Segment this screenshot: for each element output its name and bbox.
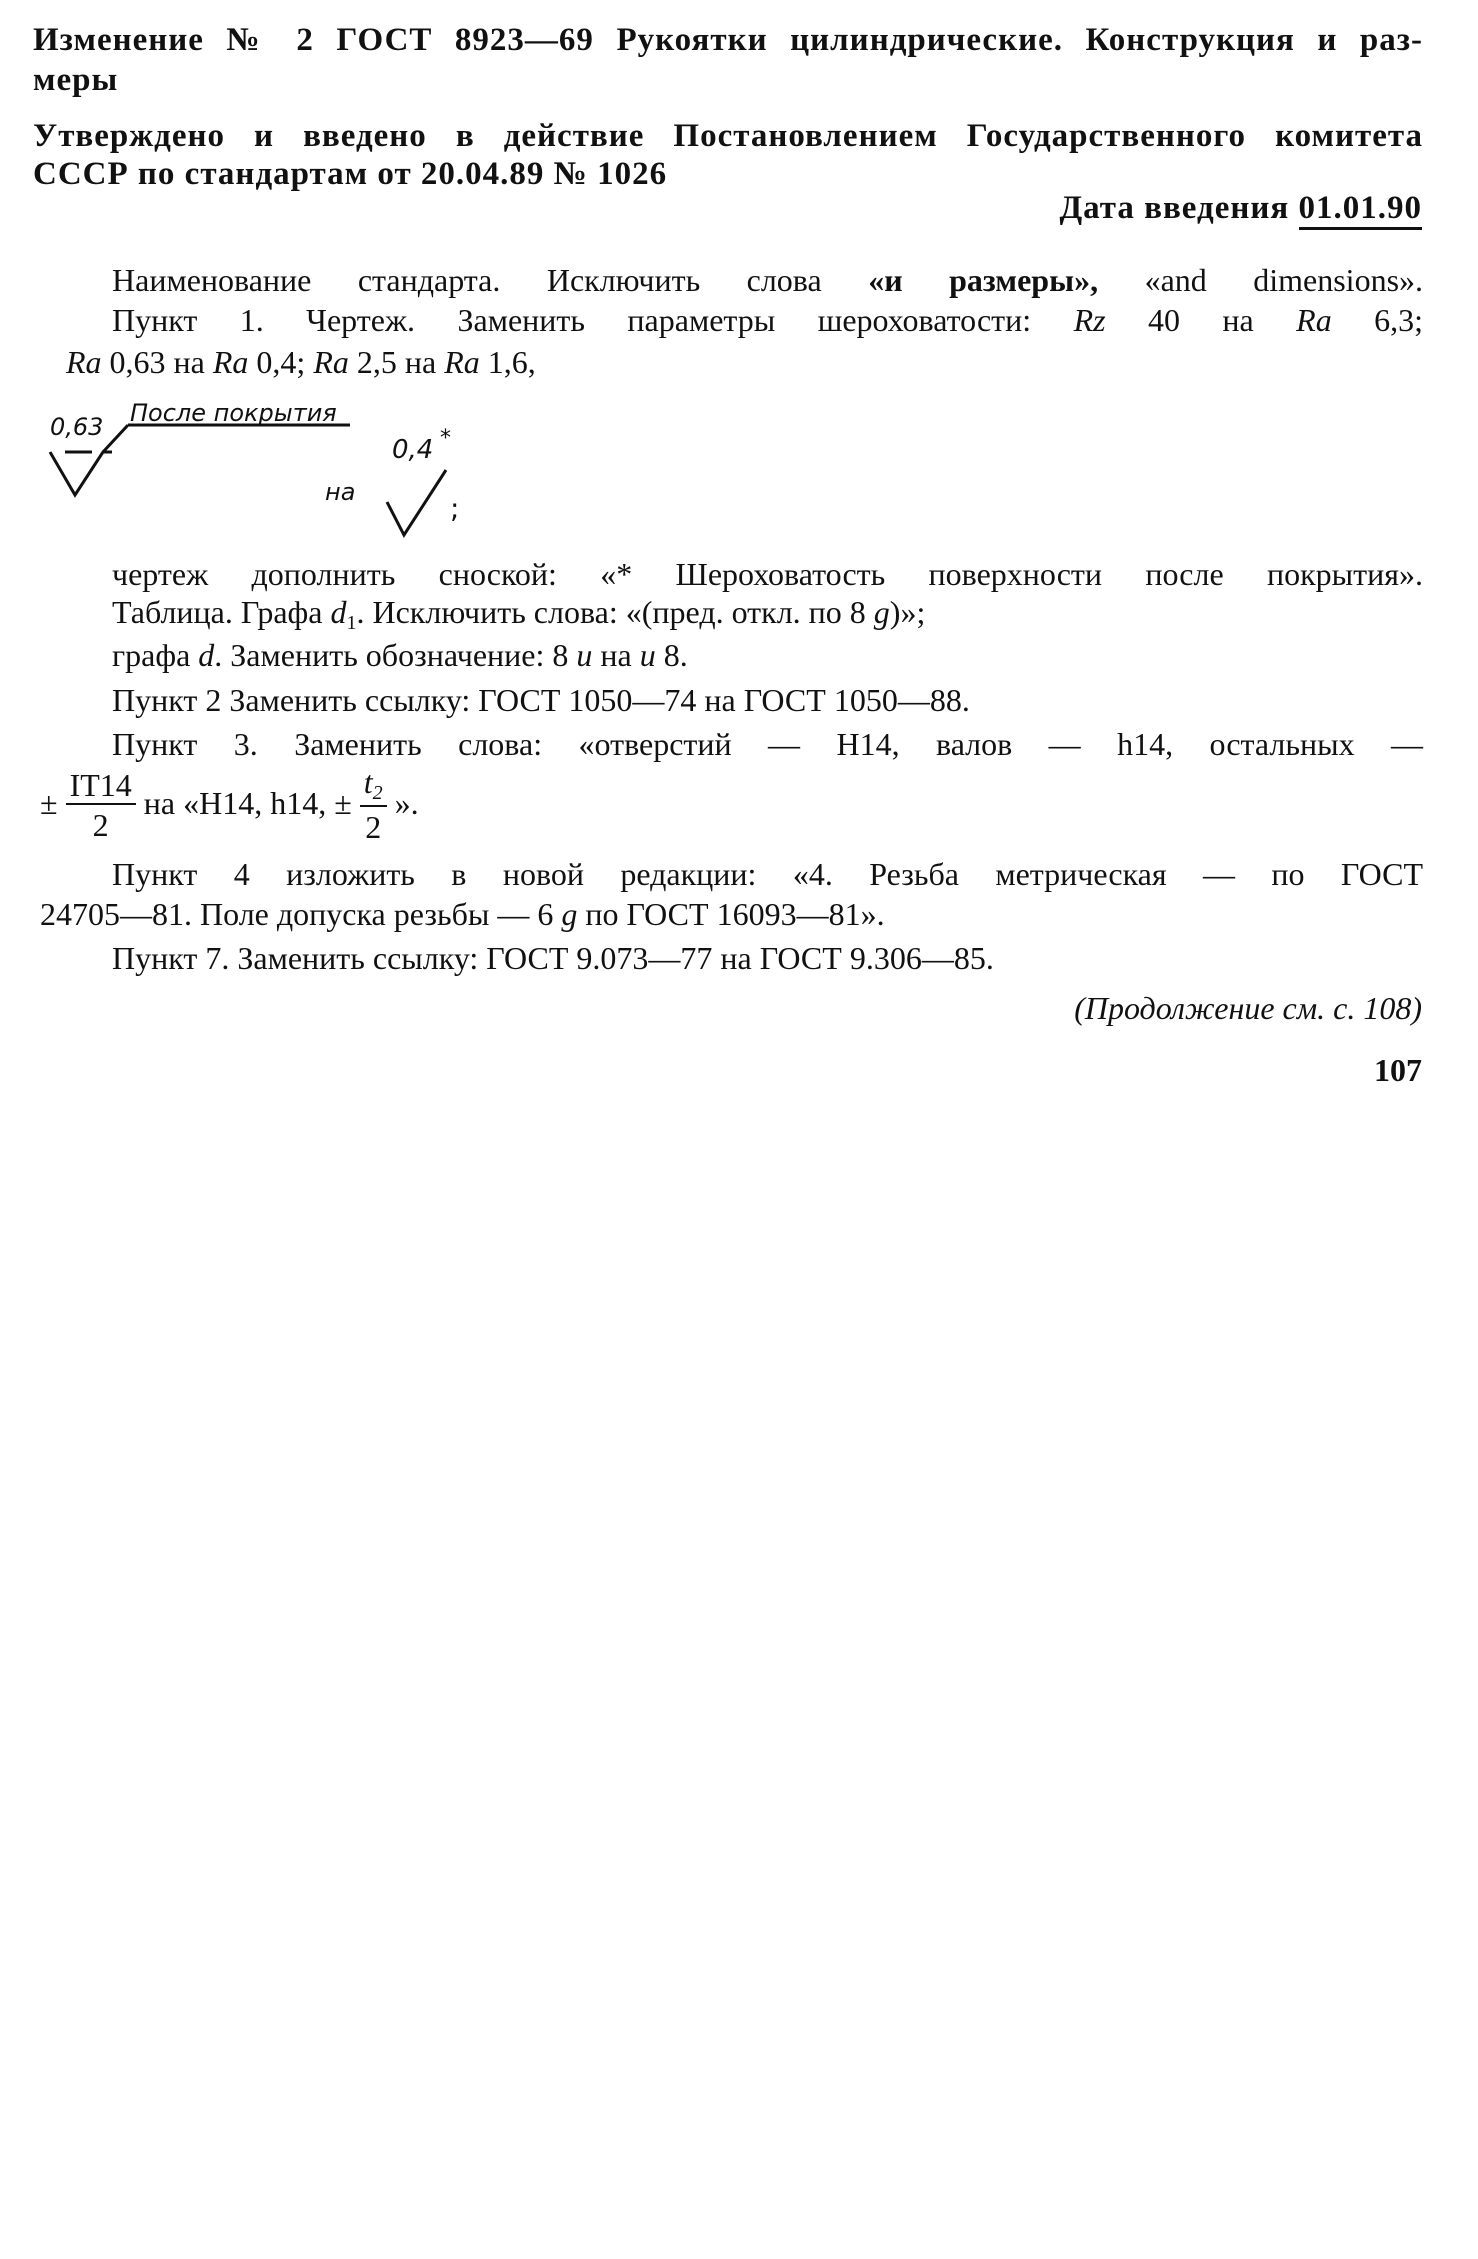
title-line-2: меры <box>33 62 119 98</box>
p3-d: 0,4; <box>248 344 314 380</box>
fig-right-semicolon: ; <box>450 492 460 525</box>
fig-left-value: 0,63 <box>50 413 104 441</box>
p11-end: по ГОСТ 16093—81». <box>577 896 885 932</box>
p6-u1: u <box>576 637 593 673</box>
paragraph-table <box>112 594 925 635</box>
p3-f: 2,5 на <box>348 344 445 380</box>
fraction-t2-num <box>360 766 387 807</box>
p5-g: g <box>873 594 890 630</box>
p2-start: Пункт 1. Чертеж. Заменить параметры шероховатости: <box>112 302 1074 338</box>
p9-mid: на «Н14, h14, ± <box>135 784 360 821</box>
p2-mid: 40 на <box>1105 302 1297 338</box>
paragraph-footnote: чертеж дополнить сноской: «* Шероховатость поверхности после покрытия». <box>112 556 1423 592</box>
p3-e: Ra <box>313 344 349 380</box>
roughness-symbol-left-stem <box>103 425 128 452</box>
p5-sub: 1 <box>346 612 357 634</box>
p5-end: . Исключить слова: «(пред. откл. по 8 <box>356 594 874 630</box>
paragraph-item-3-formula <box>40 764 419 845</box>
fig-joiner: на <box>325 478 356 506</box>
p5-start: Таблица. Графа <box>112 594 331 630</box>
paragraph-item-1 <box>112 302 1423 339</box>
p1-text: Наименование стандарта. Исключить слова <box>112 262 869 298</box>
fraction-it14-den: 2 <box>92 806 109 843</box>
introduction-date <box>1059 190 1422 227</box>
fig-right-value: 0,4 <box>392 435 434 465</box>
p5-d: d <box>330 594 347 630</box>
p6-mid: . Заменить обозначение: 8 <box>214 637 577 673</box>
p3-h: 1,6, <box>479 344 536 380</box>
paragraph-item-3: Пункт 3. Заменить слова: «отверстий — Н14, валов — h14, остальных — <box>112 726 1423 762</box>
date-label: Дата введения <box>1059 190 1290 226</box>
p2-end: 6,3; <box>1331 302 1424 338</box>
continued-note: (Продолжение см. с. 108) <box>1074 990 1422 1026</box>
paragraph-item-4: Пункт 4 изложить в новой редакции: «4. Резьба метрическая — по ГОСТ <box>112 856 1423 892</box>
paragraph-column-d <box>112 637 688 674</box>
paragraph-item-4-cont <box>40 896 885 933</box>
approved-line-1: Утверждено и введено в действие Постановлением Государственного комитета <box>33 118 1423 154</box>
fraction-t2-t: t <box>363 764 373 800</box>
p11-start: 24705—81. Поле допуска резьбы — 6 <box>40 896 562 932</box>
p6-d: d <box>198 637 215 673</box>
p5-close: )»; <box>889 594 926 630</box>
p1-bold: «и размеры», <box>868 262 1099 298</box>
fraction-it14 <box>66 766 136 843</box>
paragraph-item-1-cont <box>66 344 536 381</box>
fraction-t2-sub: 2 <box>372 782 383 804</box>
page-number: 107 <box>1374 1052 1422 1088</box>
p9-end: ». <box>386 784 419 821</box>
fig-right-star: * <box>440 426 451 451</box>
p6-u2: u <box>639 637 656 673</box>
p6-end: 8. <box>655 637 688 673</box>
date-value: 01.01.90 <box>1299 190 1423 230</box>
p9-plusminus: ± <box>40 784 58 821</box>
p11-g: g <box>561 896 578 932</box>
fraction-it14-num: IT14 <box>66 769 136 805</box>
fig-left-caption: После покрытия <box>130 399 337 427</box>
fraction-t2 <box>360 766 387 843</box>
roughness-symbol-left <box>50 452 112 495</box>
paragraph-item-7: Пункт 7. Заменить ссылку: ГОСТ 9.073—77 на ГОСТ 9.306—85. <box>112 940 994 976</box>
p1-end: «and dimensions». <box>1098 262 1424 298</box>
fraction-t2-den: 2 <box>365 809 382 845</box>
paragraph-standard-name <box>112 262 1423 299</box>
p6-start: графа <box>112 637 199 673</box>
p2-ra: Ra <box>1296 302 1332 338</box>
p3-g: Ra <box>444 344 480 380</box>
p3-a: Ra <box>66 344 102 380</box>
p3-c: Ra <box>212 344 249 380</box>
approved-line-2: СССР по стандартам от 20.04.89 № 1026 <box>33 156 668 192</box>
p2-rz: Rz <box>1073 302 1106 338</box>
title-line-1: Изменение № 2 ГОСТ 8923—69 Рукоятки цилиндрические. Конструкция и раз- <box>33 22 1423 58</box>
p3-b: 0,63 на <box>101 344 213 380</box>
roughness-symbol-right <box>387 470 446 535</box>
p6-na: на <box>592 637 640 673</box>
paragraph-item-2: Пункт 2 Заменить ссылку: ГОСТ 1050—74 на ГОСТ 1050—88. <box>112 682 970 718</box>
